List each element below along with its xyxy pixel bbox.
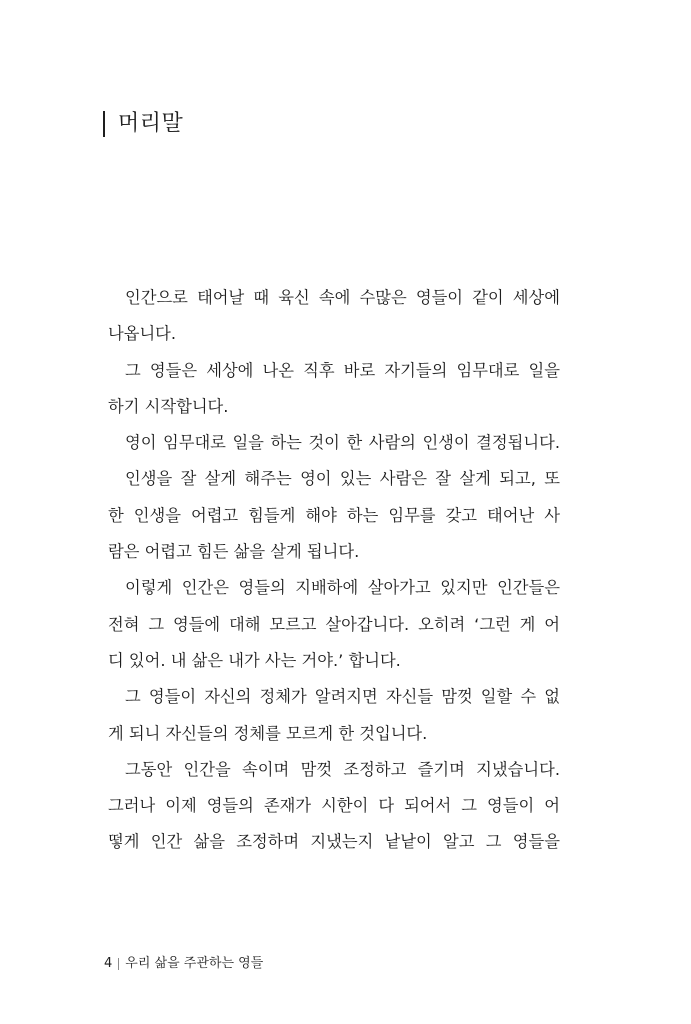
text-line: 그러나 이제 영들의 존재가 시한이 다 되어서 그 영들이 어 bbox=[108, 796, 560, 816]
text-line: 하기 시작합니다. bbox=[108, 396, 229, 416]
page-title: 머리말 bbox=[118, 111, 184, 136]
text-line: 그 영들이 자신의 정체가 알려지면 자신들 맘껏 일할 수 없 bbox=[125, 687, 560, 707]
page-number: 4 bbox=[104, 956, 113, 971]
text-line: 그 영들은 세상에 나온 직후 바로 자기들의 임무대로 일을 bbox=[125, 360, 560, 380]
book-title: 우리 삶을 주관하는 영들 bbox=[125, 956, 264, 971]
text-line: 인생을 잘 살게 해주는 영이 있는 사람은 잘 살게 되고, 또 bbox=[125, 469, 560, 489]
text-line: 디 있어. 내 삶은 내가 사는 거야.’ 합니다. bbox=[108, 650, 401, 670]
text-line: 게 되니 자신들의 정체를 모르게 한 것입니다. bbox=[108, 723, 428, 743]
text-line: 인간으로 태어날 때 육신 속에 수많은 영들이 같이 세상에 bbox=[125, 288, 560, 307]
text-line: 이렇게 인간은 영들의 지배하에 살아가고 있지만 인간들은 bbox=[125, 578, 560, 598]
text-line: 떻게 인간 삶을 조정하며 지냈는지 낱낱이 알고 그 영들을 bbox=[108, 832, 560, 852]
text-line: 나옵니다. bbox=[108, 324, 177, 344]
body-text bbox=[108, 280, 560, 861]
footer-divider bbox=[118, 958, 119, 970]
text-line: 영이 임무대로 일을 하는 것이 한 사람의 인생이 결정됩니다. bbox=[125, 433, 560, 453]
text-line: 그동안 인간을 속이며 맘껏 조정하고 즐기며 지냈습니다. bbox=[125, 759, 560, 779]
text-line: 전혀 그 영들에 대해 모르고 살아갑니다. 오히려 ‘그런 게 어 bbox=[108, 614, 560, 634]
text-line: 한 인생을 어렵고 힘들게 해야 하는 임무를 갖고 태어난 사 bbox=[108, 505, 560, 525]
heading-bar bbox=[103, 111, 105, 137]
text-line: 람은 어렵고 힘든 삶을 살게 됩니다. bbox=[108, 542, 360, 562]
chapter-heading bbox=[103, 110, 183, 138]
page-footer bbox=[104, 955, 263, 973]
